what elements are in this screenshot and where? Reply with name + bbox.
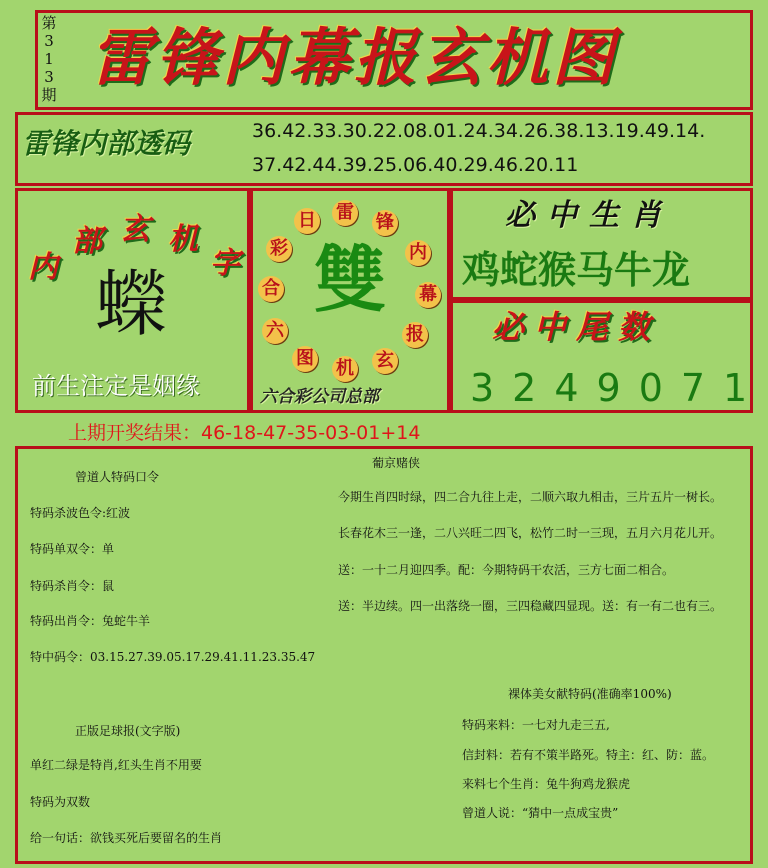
code-row-label: 雷锋内部透码 — [22, 127, 191, 160]
ring-char-2: 锋 — [372, 210, 398, 236]
beauty-item-3: 来料七个生肖：兔牛狗鸡龙猴虎 — [462, 777, 631, 791]
ring-char-4: 幕 — [415, 282, 441, 308]
center-big-char: 雙 — [314, 237, 387, 322]
ring-char-10: 合 — [258, 276, 284, 302]
poem-line-4: 送：半边续。四一出落绕一圈，三四稳藏四显现。送：有一有二也有三。 — [338, 599, 723, 613]
football-item-2: 特码为双数 — [30, 795, 91, 809]
zodiac-title: 必中生肖 — [505, 198, 673, 233]
beauty-item-1: 特码来料：一七对九走三五, — [462, 718, 610, 732]
tail-digits: 3249071 — [470, 366, 766, 410]
beauty-item-2: 信封料：若有不策半路死。特主：红、防：蓝。 — [462, 748, 715, 762]
left-tips-title: 曾道人特码口令 — [75, 470, 160, 484]
ring-char-8: 图 — [292, 346, 318, 372]
ring-char-1: 雷 — [332, 200, 358, 226]
ring-char-3: 内 — [405, 240, 431, 266]
left-tip-5: 特中码令：03.15.27.39.05.17.29.41.11.23.35.47 — [30, 650, 316, 664]
issue-label: 第 3 1 3 期 — [41, 14, 57, 104]
ring-char-12: 日 — [294, 208, 320, 234]
code-line-2: 37.42.44.39.25.06.40.29.46.20.11 — [252, 154, 579, 176]
last-result: 上期开奖结果：46-18-47-35-03-01+14 — [68, 422, 421, 444]
ring-char-5: 报 — [402, 322, 428, 348]
beauty-title: 裸体美女献特码(准确率100%) — [508, 687, 672, 701]
secret-word-title: 内 部 玄 机 字 — [28, 212, 240, 285]
football-item-1: 单红二绿是特肖,红头生肖不用要 — [30, 758, 202, 772]
poem-title: 葡京赌侠 — [372, 456, 421, 470]
page-title: 雷锋内幕报玄机图 — [90, 21, 619, 94]
tail-title: 必中尾数 — [492, 308, 661, 346]
secret-phrase: 前生注定是姻缘 — [32, 372, 200, 400]
center-footer: 六合彩公司总部 — [260, 387, 379, 407]
poem-line-2: 长春花木三一逢，二八兴旺二四飞，松竹二时一三现，五月六月花儿开。 — [338, 526, 723, 540]
left-tip-4: 特码出肖令：兔蛇牛羊 — [30, 614, 151, 628]
beauty-item-4: 曾道人说：“猜中一点成宝贵” — [462, 806, 619, 820]
poem-line-1: 今期生肖四时绿，四二合九往上走，二顺六取九相击，三片五片一树长。 — [338, 490, 723, 504]
left-tip-1: 特码杀波色令:红波 — [30, 506, 131, 520]
left-tip-2: 特码单双令：单 — [30, 542, 115, 556]
left-tip-3: 特码杀肖令：鼠 — [30, 579, 115, 593]
ring-char-6: 玄 — [372, 348, 398, 374]
football-title: 正版足球报(文字版) — [75, 724, 181, 738]
ring-char-7: 机 — [332, 356, 358, 382]
ring-char-9: 六 — [262, 318, 288, 344]
secret-char: 蠑 — [95, 262, 168, 346]
zodiac-animals: 鸡蛇猴马牛龙 — [462, 248, 691, 292]
poem-line-3: 送：一十二月迎四季。配：今期特码干农活，三方七面二相合。 — [338, 563, 675, 577]
football-item-3: 给一句话：欲钱买死后要留名的生肖 — [30, 831, 223, 845]
ring-char-11: 彩 — [266, 236, 292, 262]
code-line-1: 36.42.33.30.22.08.01.24.34.26.38.13.19.49.14. — [252, 120, 706, 142]
